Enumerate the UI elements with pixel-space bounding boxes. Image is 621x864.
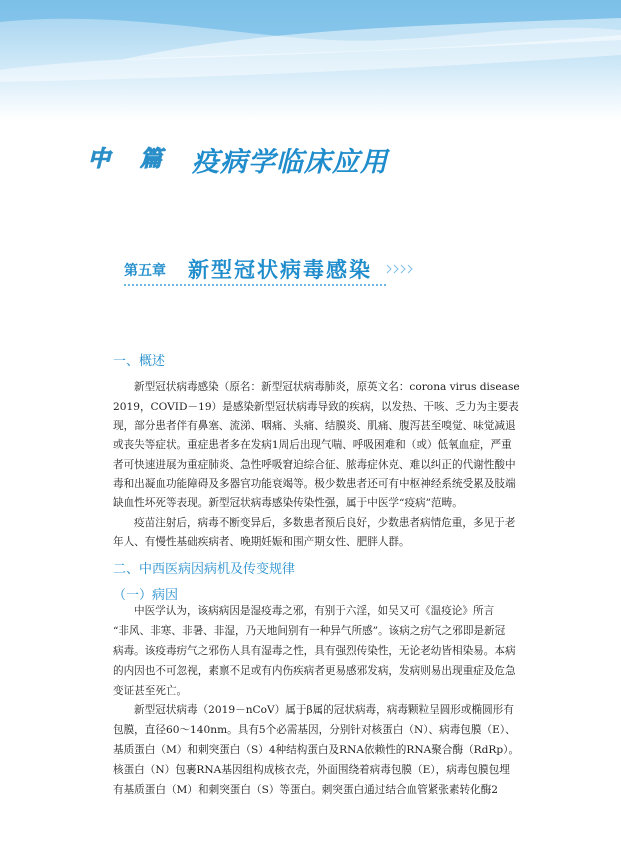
section-heading-etiology: 二、中西医病因病机及传变规律	[113, 562, 296, 577]
part-title: 疫病学临床应用	[192, 147, 388, 178]
paragraph-line: 变证甚至死亡。	[113, 685, 188, 697]
paragraph-line: 包膜，直径60～140nm。具有5个必需基因，分别针对核蛋白（N）、病毒包膜（E）、	[113, 724, 516, 736]
part-label-1: 中	[88, 146, 112, 172]
paragraph-line: 基质蛋白（M）和刺突蛋白（S）4种结构蛋白及RNA依赖性的RNA聚合酶（RdRp）。	[113, 744, 520, 756]
chapter-number: 第五章	[124, 263, 166, 279]
paragraph-line: 年人、有慢性基础疾病者、晚期妊娠和围产期女性、肥胖人群。	[113, 536, 410, 548]
paragraph-line: 缺血性坏死等表现。新型冠状病毒感染传染性强，属于中医学“疫病”范畴。	[113, 497, 463, 509]
paragraph-line: 的内因也不可忽视，素禀不足或有内伤疾病者更易感邪发病，发病则易出现重症及危急	[113, 665, 516, 677]
paragraph-line: 病毒。该疫毒疠气之邪伤人具有湿毒之性，具有强烈传染性，无论老幼皆相染易。本病	[113, 645, 516, 657]
paragraph-line: 有基质蛋白（M）和刺突蛋白（S）等蛋白。刺突蛋白通过结合血管紧张素转化酶2	[113, 784, 499, 796]
paragraph-line: 者可快速进展为重症肺炎、急性呼吸窘迫综合征、脓毒症休克、难以纠正的代谢性酸中	[113, 459, 516, 471]
section-heading-overview: 一、概述	[113, 354, 166, 369]
paragraph-line: 核蛋白（N）包裹RNA基因组构成核衣壳，外面围绕着病毒包膜（E），病毒包膜包埋	[113, 764, 510, 776]
paragraph-line: 或丧失等症状。重症患者多在发病1周后出现气喘、呼吸困难和（或）低氧血症，严重	[113, 439, 512, 451]
paragraph-line: 新型冠状病毒感染（原名：新型冠状病毒肺炎，原英文名：corona virus disease	[134, 381, 520, 393]
paragraph-line: “非风、非寒、非暑、非湿，乃天地间别有一种异气所感”。该病之疠气之邪即是新冠	[113, 625, 506, 637]
header-banner	[0, 0, 621, 120]
chevron-right-icon	[386, 263, 416, 275]
chapter-divider	[124, 284, 386, 286]
chapter-heading	[124, 254, 414, 288]
paragraph-line: 毒和出凝血功能障碍及多器官功能衰竭等。极少数患者还可有中枢神经系统受累及肢端	[113, 478, 516, 490]
paragraph-line: 新型冠状病毒（2019－nCoV）属于β属的冠状病毒，病毒颗粒呈圆形或椭圆形有	[134, 704, 514, 716]
subsection-heading-cause: （一）病因	[113, 588, 179, 603]
paragraph-line: 现，部分患者伴有鼻塞、流涕、咽痛、头痛、结膜炎、肌痛、腹泻甚至嗅觉、味觉减退	[113, 420, 516, 432]
paragraph-line: 中医学认为，该病病因是湿疫毒之邪，有别于六淫，如吴又可《温疫论》所言	[134, 605, 495, 617]
banner-wave	[0, 0, 621, 120]
chapter-title: 新型冠状病毒感染	[188, 257, 372, 282]
paragraph-line: 2019，COVID－19）是感染新型冠状病毒导致的疾病，以发热、干咳、乏力为主要表	[113, 401, 519, 413]
paragraph-line: 疫苗注射后，病毒不断变异后，多数患者预后良好，少数患者病情危重，多见于老	[134, 517, 516, 529]
part-label-2: 篇	[140, 146, 164, 172]
